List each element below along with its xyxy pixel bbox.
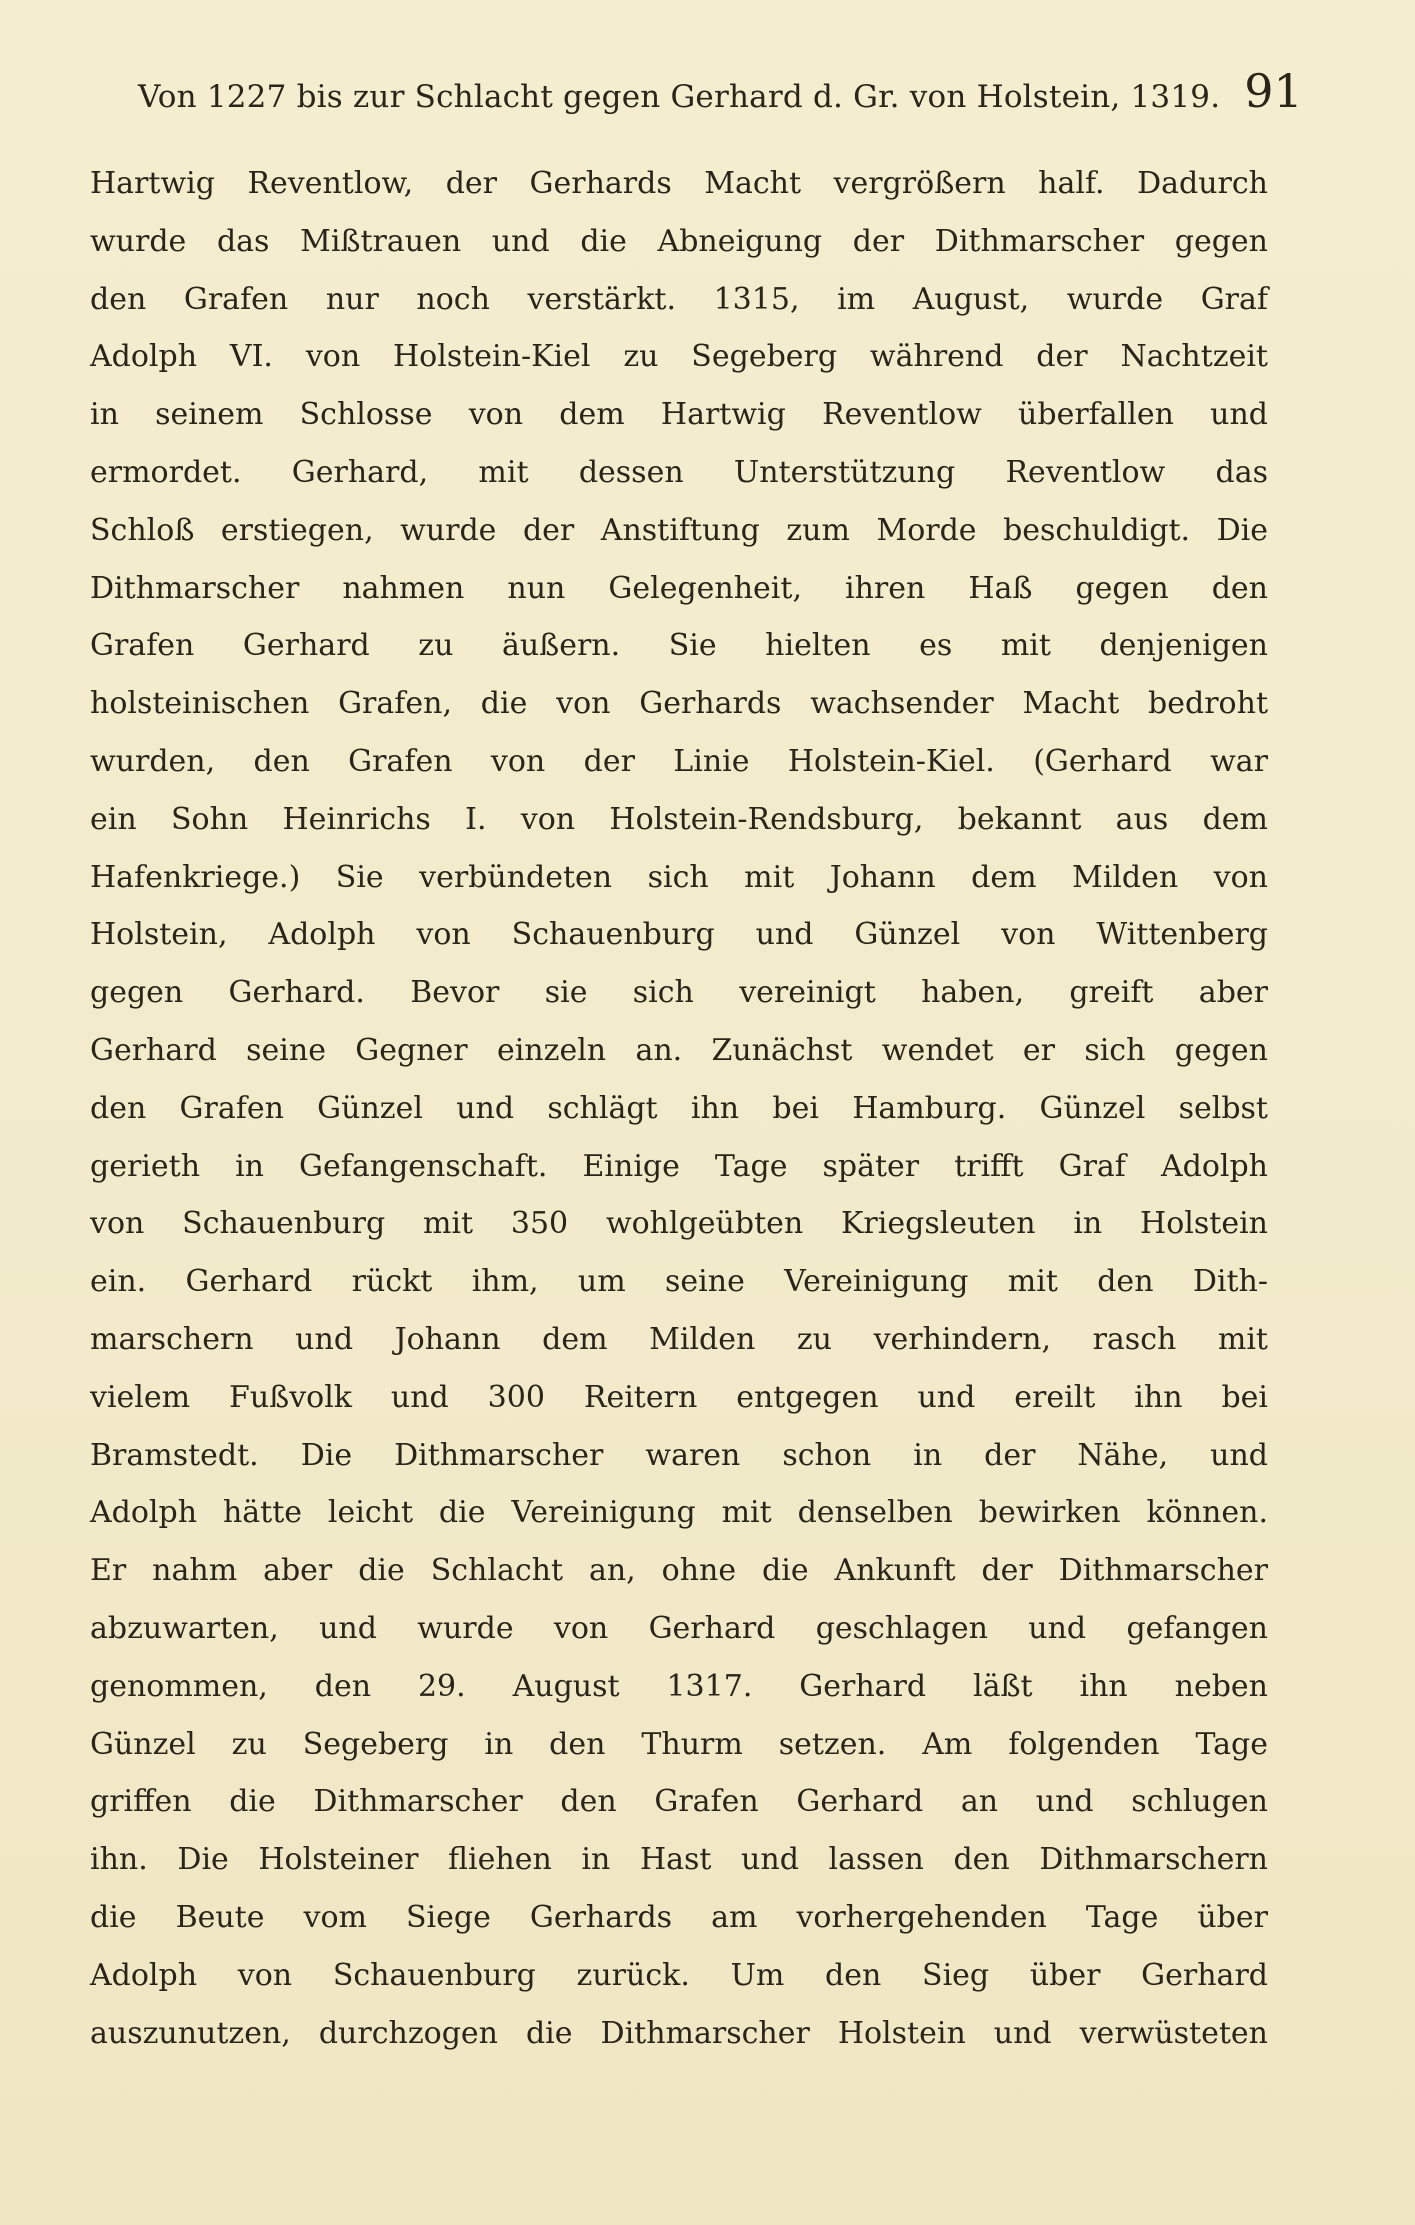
- text-line: Adolph von Schauenburg zurück. Um den Sieg über Gerhard: [90, 1957, 1268, 1993]
- text-line: ihn. Die Holsteiner fliehen in Hast und lassen den Dithmarschern: [90, 1842, 1268, 1878]
- running-head: [138, 64, 1303, 126]
- text-line: Schloß erstiegen, wurde der Anstiftung zum Morde beschuldigt. Die: [90, 512, 1268, 548]
- text-line: abzuwarten, und wurde von Gerhard geschlagen und gefangen: [90, 1610, 1268, 1646]
- text-line: Hartwig Reventlow, der Gerhards Macht vergrößern half. Dadurch: [90, 166, 1268, 201]
- text-line: holsteinischen Grafen, die von Gerhards wachsender Macht bedroht: [90, 686, 1268, 722]
- text-line: gerieth in Gefangenschaft. Einige Tage später trifft Graf Adolph: [90, 1148, 1268, 1184]
- text-line: Dithmarscher nahmen nun Gelegenheit, ihren Haß gegen den: [90, 570, 1268, 606]
- text-line: genommen, den 29. August 1317. Gerhard läßt ihn neben: [90, 1668, 1268, 1704]
- text-line: die Beute vom Siege Gerhards am vorhergehenden Tage über: [90, 1899, 1268, 1935]
- text-line: ein Sohn Heinrichs I. von Holstein-Rendsburg, bekannt aus dem: [90, 801, 1268, 837]
- text-line: Günzel zu Segeberg in den Thurm setzen. Am folgenden Tage: [90, 1726, 1268, 1762]
- text-line: den Grafen Günzel und schlägt ihn bei Hamburg. Günzel selbst: [90, 1090, 1268, 1126]
- text-line: in seinem Schlosse von dem Hartwig Reventlow überfallen und: [90, 397, 1268, 433]
- text-line: Bramstedt. Die Dithmarscher waren schon in der Nähe, und: [90, 1437, 1268, 1473]
- text-line: auszunutzen, durchzogen die Dithmarscher Holstein und verwüsteten: [90, 2015, 1268, 2051]
- text-line: Hafenkriege.) Sie verbündeten sich mit Johann dem Milden von: [90, 859, 1268, 895]
- page-number: 91: [1244, 64, 1303, 118]
- text-line: gegen Gerhard. Bevor sie sich vereinigt haben, greift aber: [90, 975, 1268, 1011]
- running-title: Von 1227 bis zur Schlacht gegen Gerhard d. Gr. von Holstein, 1319.: [138, 79, 1221, 115]
- text-line: ein. Gerhard rückt ihm, um seine Vereinigung mit den Dith-: [90, 1264, 1268, 1300]
- text-line: Adolph VI. von Holstein-Kiel zu Segeberg während der Nachtzeit: [90, 339, 1268, 375]
- text-line: den Grafen nur noch verstärkt. 1315, im August, wurde Graf: [90, 281, 1268, 317]
- text-line: Holstein, Adolph von Schauenburg und Günzel von Wittenberg: [90, 917, 1268, 953]
- text-line: griffen die Dithmarscher den Grafen Gerhard an und schlugen: [90, 1784, 1268, 1820]
- text-line: Er nahm aber die Schlacht an, ohne die Ankunft der Dithmarscher: [90, 1553, 1268, 1589]
- text-line: Gerhard seine Gegner einzeln an. Zunächst wendet er sich gegen: [90, 1032, 1268, 1068]
- text-line: marschern und Johann dem Milden zu verhindern, rasch mit: [90, 1321, 1268, 1357]
- text-line: von Schauenburg mit 350 wohlgeübten Kriegsleuten in Holstein: [90, 1206, 1268, 1242]
- body-text: [90, 155, 1268, 2062]
- text-line: Adolph hätte leicht die Vereinigung mit denselben bewirken können.: [90, 1495, 1268, 1531]
- text-line: wurde das Mißtrauen und die Abneigung der Dithmarscher gegen: [90, 223, 1268, 259]
- text-line: wurden, den Grafen von der Linie Holstein-Kiel. (Gerhard war: [90, 743, 1268, 779]
- text-line: ermordet. Gerhard, mit dessen Unterstützung Reventlow das: [90, 454, 1268, 490]
- text-line: Grafen Gerhard zu äußern. Sie hielten es mit denjenigen: [90, 628, 1268, 664]
- text-line: vielem Fußvolk und 300 Reitern entgegen und ereilt ihn bei: [90, 1379, 1268, 1415]
